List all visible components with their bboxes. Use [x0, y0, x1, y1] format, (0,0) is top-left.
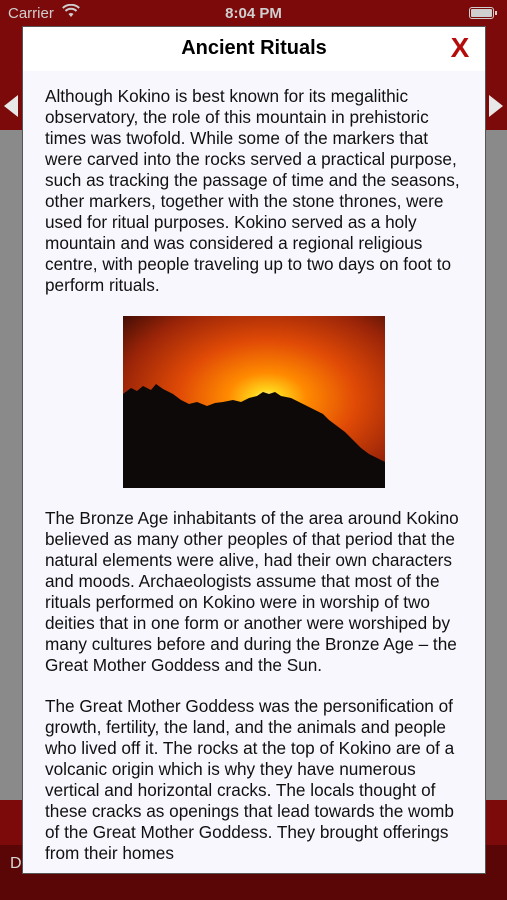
- close-button[interactable]: [447, 33, 473, 63]
- previous-arrow-icon: [4, 95, 18, 117]
- paragraph-2: The Bronze Age inhabitants of the area around Kokino believed as many other peoples of that period that the natural elements were alive, had their own characters and moods. Archaeologists assume that most of the rituals performed on Kokino were in worship of two deities that in one form or another were worshiped by many cultures before and during the Bronze Age – the Great Mother Goddess and the Sun.: [45, 508, 459, 675]
- paragraph-3: The Great Mother Goddess was the personification of growth, fertility, the land, and the animals and people who lived off it. The rocks at the top of Kokino are of a volcanic origin which is why they have numerous vertical and horizontal cracks. The locals thought of these cracks as openings that lead towards the womb of the Great Mother Goddess. They brought offerings from their homes: [45, 696, 455, 863]
- modal-header: [23, 27, 485, 71]
- battery-icon: [469, 7, 494, 19]
- close-icon: X: [450, 32, 470, 63]
- paragraph-1: Although Kokino is best known for its megalithic observatory, the role of this mountain in prehistoric times was twofold. While some of the markers that were carved into the rocks served a practical purpose, such as tracking the passage of time and the seasons, other markers, together with the stone thrones, were used for ritual purposes. Kokino served as a holy mountain and was considered a regional religious centre, with people traveling up to two days on foot to perform rituals.: [45, 86, 460, 295]
- status-bar: [0, 0, 507, 26]
- modal-title: Ancient Rituals: [181, 37, 327, 59]
- ancient-rituals-modal: [22, 26, 486, 874]
- next-arrow-icon: [489, 95, 503, 117]
- modal-body[interactable]: [23, 71, 485, 864]
- background-footer-text: D: [10, 855, 22, 872]
- status-time: 8:04 PM: [225, 5, 282, 22]
- carrier-label: Carrier: [8, 5, 54, 22]
- sunrise-image: [123, 316, 385, 488]
